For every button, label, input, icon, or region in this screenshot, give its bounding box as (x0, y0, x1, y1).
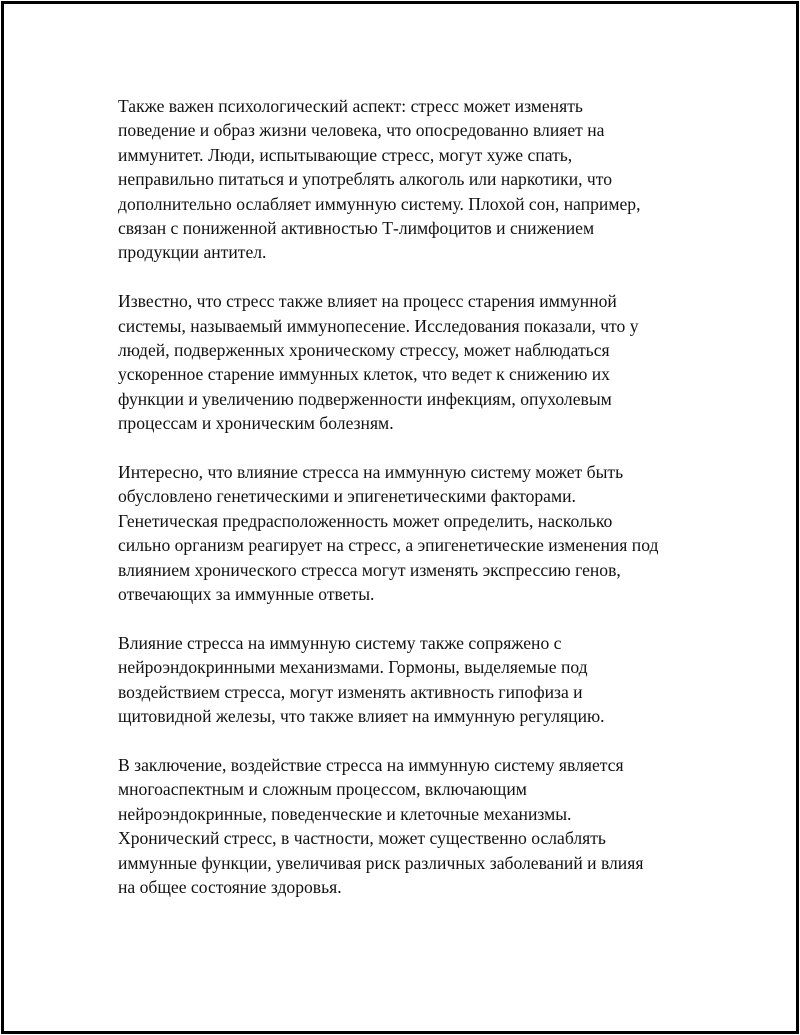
text-line: Генетическая предрасположенность может определить, насколько (118, 510, 613, 531)
text-line: связан с пониженной активностью Т-лимфоцитов и снижением (118, 218, 595, 239)
text-line: продукции антител. (118, 242, 267, 263)
text-line: Хронический стресс, в частности, может существенно ослаблять (118, 828, 606, 849)
text-line: Также важен психологический аспект: стресс может изменять (118, 96, 583, 116)
text-line: нейроэндокринные, поведенческие и клеточные механизмы. (118, 803, 572, 824)
text-line: иммунитет. Люди, испытывающие стресс, могут хуже спать, (118, 144, 573, 165)
text-line: Известно, что стресс также влияет на процесс старения иммунной (118, 291, 617, 312)
text-line: ускоренное старение иммунных клеток, что ведет к снижению их (118, 364, 610, 385)
text-line: процессам и хроническим болезням. (118, 413, 394, 434)
text-line: иммунные функции, увеличивая риск различных заболеваний и влияя (118, 852, 644, 873)
text-line: Интересно, что влияние стресса на иммунную систему может быть (118, 462, 624, 483)
text-line: В заключение, воздействие стресса на иммунную систему является (118, 754, 624, 775)
text-line: сильно организм реагирует на стресс, а эпигенетические изменения под (118, 535, 659, 556)
paragraph-neuroendocrine (118, 631, 708, 729)
text-line: людей, подверженных хроническому стрессу, может наблюдаться (118, 340, 610, 361)
text-line: поведение и образ жизни человека, что опосредованно влияет на (118, 120, 605, 141)
document-body (118, 94, 708, 924)
text-line: функции и увеличению подверженности инфекциям, опухолевым (118, 388, 612, 409)
paragraph-immune-aging (118, 289, 708, 435)
paragraph-genetic-factors (118, 460, 708, 606)
paragraph-conclusion (118, 753, 708, 899)
text-line: отвечающих за иммунные ответы. (118, 584, 375, 605)
text-line: дополнительно ослабляет иммунную систему. Плохой сон, например, (118, 193, 641, 214)
text-line: неправильно питаться и употреблять алкоголь или наркотики, что (118, 169, 613, 190)
text-line: влиянием хронического стресса могут изменять экспрессию генов, (118, 559, 621, 580)
text-line: щитовидной железы, что также влияет на иммунную регуляцию. (118, 706, 605, 727)
text-line: на общее состояние здоровья. (118, 876, 342, 897)
text-line: Влияние стресса на иммунную систему также сопряжено с (118, 632, 562, 653)
paragraph-psychological-aspect (118, 94, 708, 265)
text-line: воздействием стресса, могут изменять активность гипофиза и (118, 681, 583, 702)
text-line: многоаспектным и сложным процессом, включающим (118, 779, 527, 800)
text-line: нейроэндокринными механизмами. Гормоны, выделяемые под (118, 657, 588, 678)
text-line: системы, называемый иммунопесение. Исследования показали, что у (118, 315, 639, 336)
text-line: обусловлено генетическими и эпигенетическими факторами. (118, 486, 576, 507)
